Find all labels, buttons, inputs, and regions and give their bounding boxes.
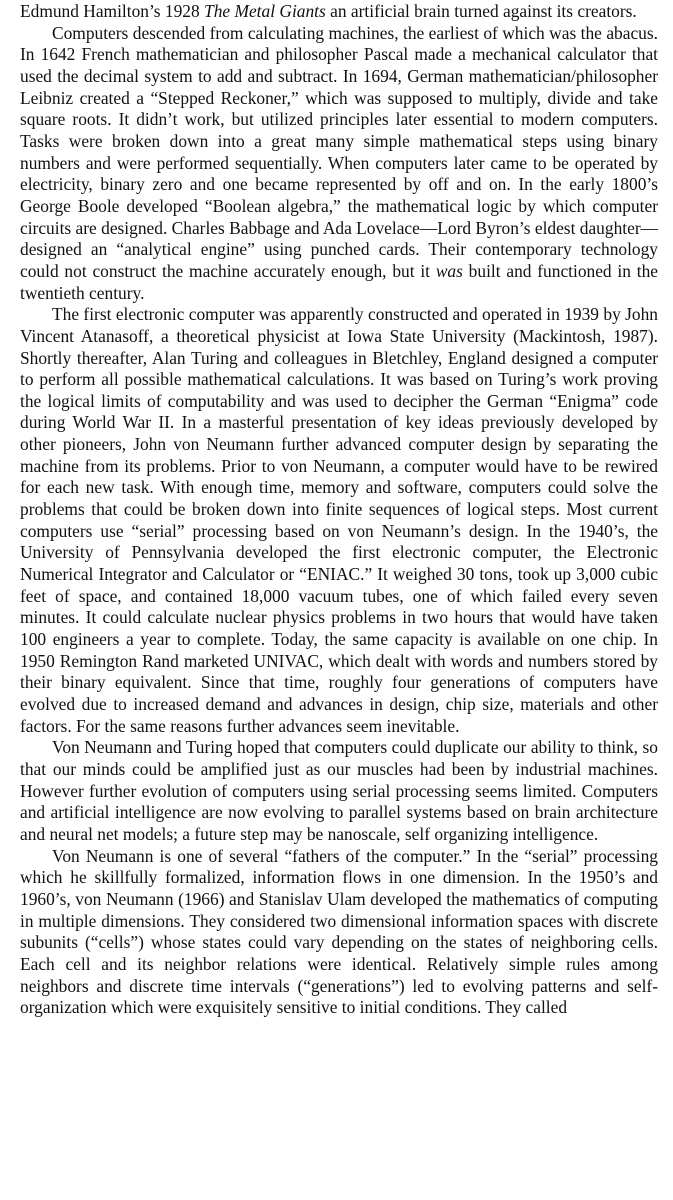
paragraph-2 [20, 23, 658, 305]
text-run: Von Neumann is one of several “fathers of the computer.” In the “serial” processing which he skillfully formalized, information flows in one dimension. In the 1950’s and 1960’s, von Neumann (1966) and Stanislav Ulam developed the mathematics of computing in multiple dimensions. They considered two dimensional information spaces with discrete subunits (“cells”) whose states could vary depending on the states of neighboring cells. Each cell and its neighbor relations were identical. Relatively simple rules among neighbors and discrete time intervals (“generations”) led to evolving patterns and self-organization which were exquisitely sensitive to initial conditions. They called [20, 845, 658, 1018]
text-run: Computers descended from calculating machines, the earliest of which was the abacus. In 1642 French mathematician and philosopher Pascal made a mechanical calculator that used the decimal system to add and subtract. In 1694, German mathematician/philosopher Leibniz created a “Stepped Reckoner,” which was supposed to multiply, divide and take square roots. It didn’t work, but utilized principles later essential to modern computers. Tasks were broken down into a great many simple mathematical steps using binary numbers and were performed sequentially. When computers later came to be operated by electricity, binary zero and one became represented by off and on. In the early 1800’s George Boole developed “Boolean algebra,” the mathematical logic by which computer circuits are designed. Charles Babbage and Ada Lovelace—Lord Byron’s eldest daughter—designed an “analytical engine” using punched cards. Their contemporary technology could not construct the machine accurately enough, but it [20, 22, 658, 281]
book-title: The Metal Giants [204, 1, 326, 21]
text-run: an artificial brain turned against its creators. [325, 1, 637, 21]
text-run: The first electronic computer was apparently constructed and operated in 1939 by John Vincent Atanasoff, a theoretical physicist at Iowa State University (Mackintosh, 1987). Shortly thereafter, Alan Turing and colleagues in Bletchley, England designed a computer to perform all possible mathematical calculations. It was based on Turing’s work proving the logical limits of computability and was used to decipher the German “Enigma” code during World War II. In a masterful presentation of key ideas previously developed by other pioneers, John von Neumann further advanced computer design by separating the machine from its problems. Prior to von Neumann, a computer would have to be rewired for each new task. With enough time, memory and software, computers could solve the problems that could be broken down into finite sequences of logical steps. Most current computers use “serial” processing based on von Neumann’s design. In the 1940’s, the University of Pennsylvania developed the first electronic computer, the Electronic Numerical Integrator and Calculator or “ENIAC.” It weighed 30 tons, took up 3,000 cubic feet of space, and contained 18,000 vacuum tubes, one of which failed every seven minutes. It could calculate nuclear physics problems in two hours that would have taken 100 engineers a year to complete. Today, the same capacity is available on one chip. In 1950 Remington Rand marketed UNIVAC, which dealt with words and numbers stored by their binary equivalent. Since that time, roughly four generations of computers have evolved due to increased demand and advances in design, chip size, materials and other factors. For the same reasons further advances seem inevitable. [20, 304, 658, 736]
emphasis: was [435, 260, 463, 281]
text-run: Edmund Hamilton’s 1928 [20, 1, 205, 21]
paragraph-5 [20, 846, 658, 1019]
text-run: Von Neumann and Turing hoped that computers could duplicate our ability to think, so that our minds could be amplified just as our muscles had been by industrial machines. However further evolution of computers using serial processing seems limited. Computers and artificial intelligence are now evolving to parallel systems based on brain architecture and neural net models; a future step may be nanoscale, self organizing intelligence. [20, 737, 658, 844]
paragraph-4 [20, 737, 658, 845]
text-run: built and functioned in the twentieth century. [20, 260, 658, 303]
paragraph-1 [20, 1, 658, 23]
paragraph-3 [20, 304, 658, 737]
